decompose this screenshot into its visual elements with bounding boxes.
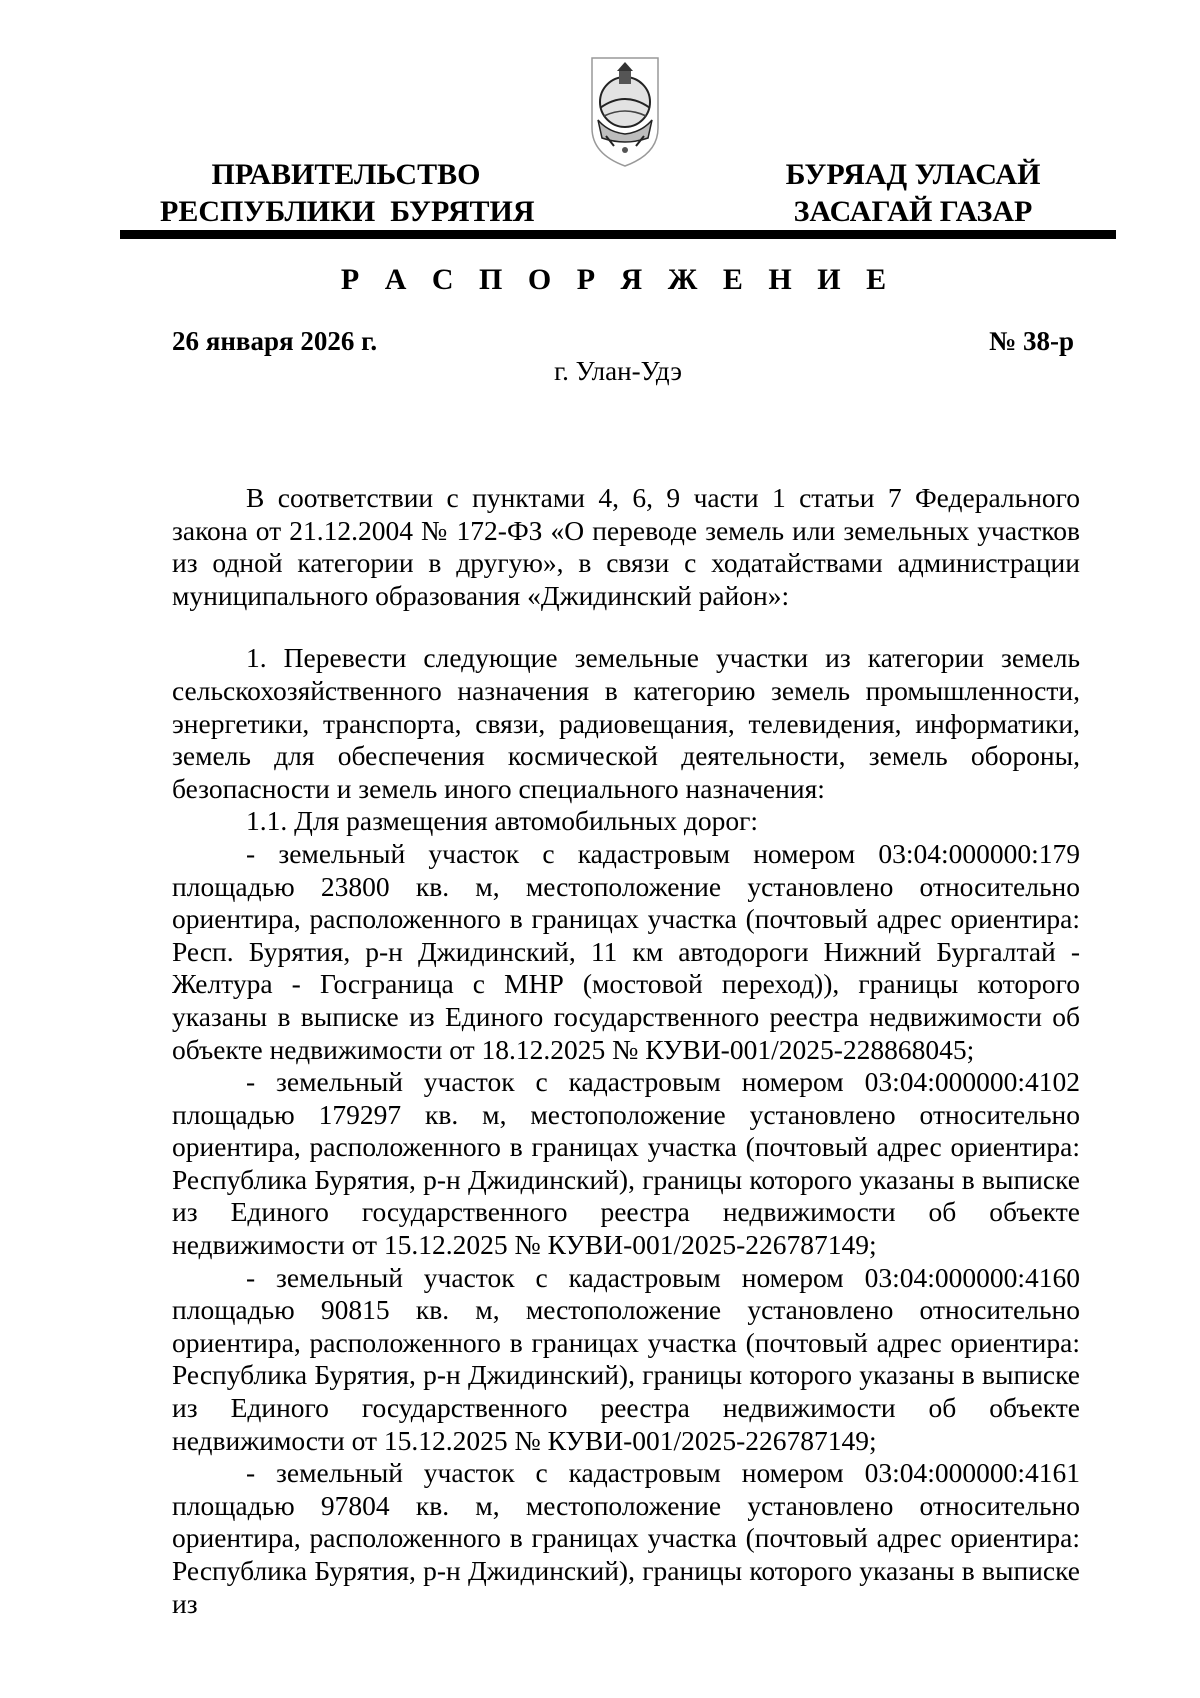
- coat-of-arms-icon: [584, 50, 666, 170]
- item-1-paragraph: 1. Перевести следующие земельные участки из категории земель сельскохозяйственного назначения в категорию земель промышленности, энергетики, транспорта, связи, радиовещания, телевидения, информатики, земель для обеспечения космической деятельности, земель обороны, безопасности и земель иного специального назначения:: [172, 642, 1080, 804]
- parcel-paragraph: - земельный участок с кадастровым номером 03:04:000000:179 площадью 23800 кв. м, местоположение установлено относительно ориентира, расположенного в границах участка (почтовый адрес ориентира: Респ. Бурятия, р-н Джидинский, 11 км автодороги Нижний Бургалтай - Желтура - Госграница с МНР (мостовой переход)), границы которого указаны в выписке из Единого государственного реестра недвижимости об объекте недвижимости от 18.12.2025 № КУВИ-001/2025-228868045;: [172, 837, 1080, 1065]
- org-name-buryat: [778, 156, 1048, 230]
- parcel-paragraph: - земельный участок с кадастровым номером 03:04:000000:4160 площадью 90815 кв. м, местоположение установлено относительно ориентира, расположенного в границах участка (почтовый адрес ориентира: Республика Бурятия, р-н Джидинский), границы которого указаны в выписке из Единого государственного реестра недвижимости об объекте недвижимости от 15.12.2025 № КУВИ-001/2025-226787149;: [172, 1261, 1080, 1456]
- document-date: 26 января 2026 г.: [172, 326, 378, 356]
- parcel-paragraph: - земельный участок с кадастровым номером 03:04:000000:4102 площадью 179297 кв. м, местоположение установлено относительно ориентира, расположенного в границах участка (почтовый адрес ориентира: Республика Бурятия, р-н Джидинский), границы которого указаны в выписке из Единого государственного реестра недвижимости об объекте недвижимости от 15.12.2025 № КУВИ-001/2025-226787149;: [172, 1066, 1080, 1261]
- document-body: [172, 482, 1080, 1620]
- document-city: г. Улан-Удэ: [554, 356, 682, 386]
- org-right-line1: БУРЯАД УЛАСАЙ: [785, 158, 1041, 191]
- document-type-title: Р А С П О Р Я Ж Е Н И Е: [340, 263, 896, 296]
- parcel-paragraph: - земельный участок с кадастровым номером 03:04:000000:4161 площадью 97804 кв. м, местоположение установлено относительно ориентира, расположенного в границах участка (почтовый адрес ориентира: Республика Бурятия, р-н Джидинский), границы которого указаны в выписке из: [172, 1457, 1080, 1619]
- org-name-russian: [160, 156, 535, 230]
- document-number: № 38-р: [989, 326, 1074, 356]
- org-right-line2: ЗАСАГАЙ ГАЗАР: [793, 195, 1033, 228]
- org-left-line2: РЕСПУБЛИКИ БУРЯТИЯ: [160, 195, 535, 228]
- preamble-paragraph: В соответствии с пунктами 4, 6, 9 части 1 статьи 7 Федерального закона от 21.12.2004 № 172-ФЗ «О переводе земель или земельных участков из одной категории в другую», в связи с ходатайствами администрации муниципального образования «Джидинский район»:: [172, 482, 1080, 611]
- header-divider: [120, 230, 1116, 239]
- org-left-line1: ПРАВИТЕЛЬСТВО: [211, 158, 481, 191]
- item-1-1-paragraph: 1.1. Для размещения автомобильных дорог:: [246, 805, 758, 837]
